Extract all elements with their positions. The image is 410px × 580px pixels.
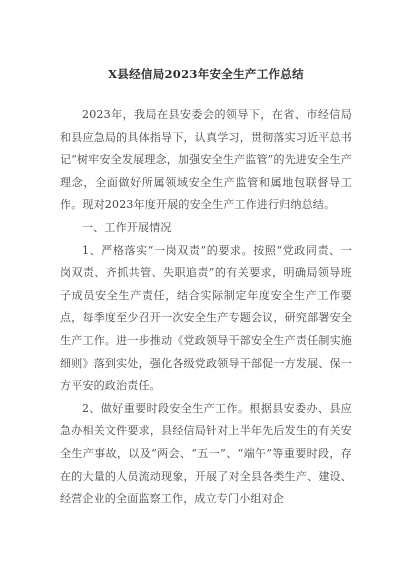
item-1-paragraph: 1、严格落实“一岗双责”的要求。按照“党政同责、一岗双责、齐抓共管、失职追责”的有关要求，明确局领导班子成员安全生产责任，结合实际制定年度安全生产工作要点，每季度至少召开一次安全生产专题会议，研究部署安全生产工作。进一步推动《党政领导干部安全生产责任制实施细则》落到实处，强化各级党政领导干部促一方发展、保一方平安的政治责任。 xyxy=(60,243,352,393)
document-title: X县经信局2023年安全生产工作总结 xyxy=(108,67,304,81)
section-heading-work-status: 一、工作开展情况 xyxy=(82,220,172,234)
intro-paragraph: 2023年，我局在县安委会的领导下，在省、市经信局和县应急局的具体指导下，认真学习，贯彻落实习近平总书记“树牢安全发展理念，加强安全生产监管”的先进安全生产理念，全面做好所属领域安全生产监管和属地包联督导工作。现对2023年度开展的安全生产工作进行归纳总结。 xyxy=(60,108,352,212)
item-2-paragraph: 2、做好重要时段安全生产工作。根据县安委办、县应急办相关文件要求，县经信局针对上半年先后发生的有关安全生产事故，以及“两会、“五一”、“端午”等重要时段，存在的大量的人员流动现象，开展了对全县各类生产、建设、经营企业的全面监察工作，成立专门小组对企 xyxy=(60,401,352,506)
